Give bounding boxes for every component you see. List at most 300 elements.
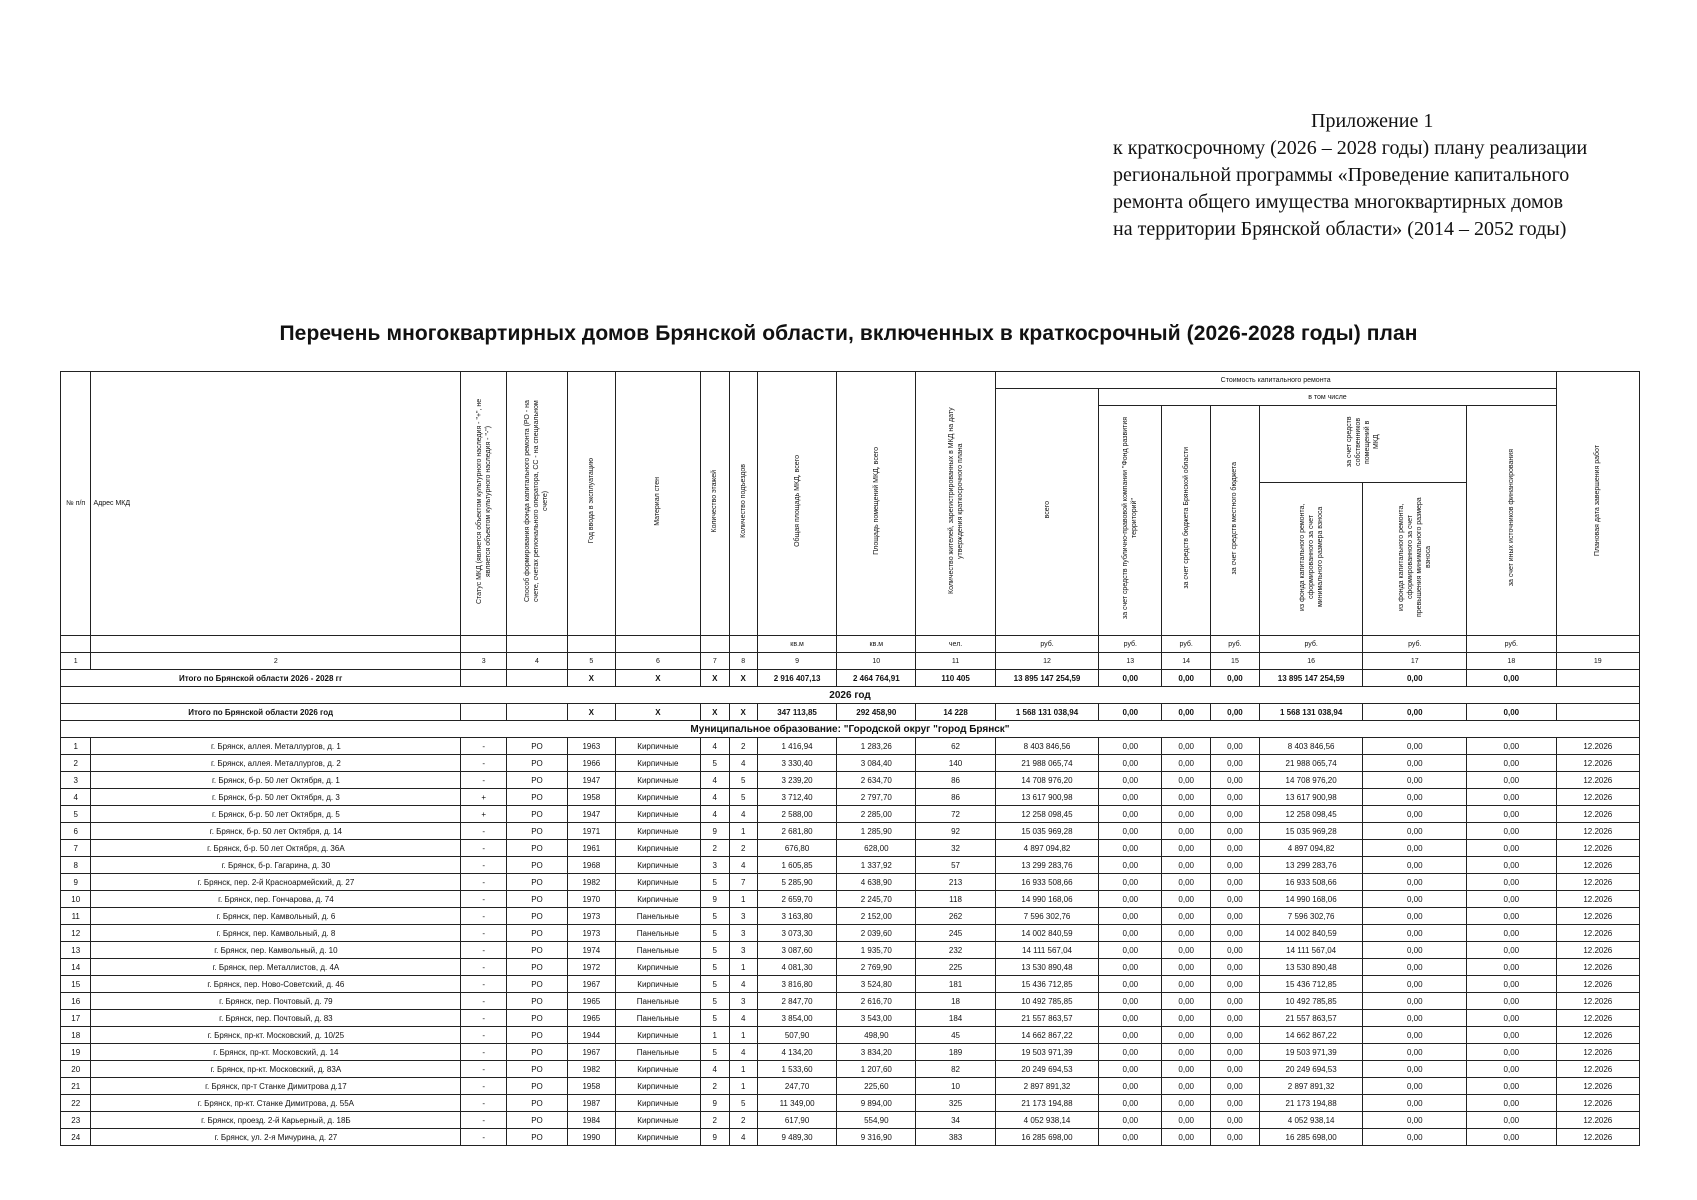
table-cell: 2 634,70 [837,772,916,789]
table-cell: 0,00 [1099,942,1162,959]
table-cell: 15 035 969,28 [995,823,1099,840]
total-cell: X [729,670,757,687]
table-cell: РО [507,1027,568,1044]
table-cell: 11 [61,908,91,925]
table-cell: Кирпичные [615,959,700,976]
table-cell: 0,00 [1162,1044,1211,1061]
table-cell: 82 [916,1061,995,1078]
appendix-line: ремонта общего имущества многоквартирных домов [1113,191,1564,213]
table-cell: 1 605,85 [757,857,836,874]
table-cell: 1965 [567,1010,615,1027]
table-cell: - [461,840,507,857]
total-cell [461,704,507,721]
total-cell: X [615,704,700,721]
table-cell: 14 662 867,22 [1259,1027,1363,1044]
table-cell: 0,00 [1162,738,1211,755]
table-cell: 1 337,92 [837,857,916,874]
table-cell: РО [507,1078,568,1095]
table-cell: 1990 [567,1129,615,1146]
total-cell: 292 458,90 [837,704,916,721]
table-cell: 2 659,70 [757,891,836,908]
total-cell: 2 916 407,13 [757,670,836,687]
column-number-cell: 5 [567,653,615,670]
houses-table [60,371,1640,1146]
table-cell: 4 [729,1044,757,1061]
table-cell: 0,00 [1363,840,1467,857]
column-number-cell: 15 [1211,653,1260,670]
table-cell: 16 933 508,66 [1259,874,1363,891]
table-cell: 5 [729,1095,757,1112]
table-cell: 0,00 [1162,976,1211,993]
table-cell: 262 [916,908,995,925]
table-cell: - [461,959,507,976]
table-cell: РО [507,1010,568,1027]
table-cell: 507,90 [757,1027,836,1044]
table-cell: 5 [701,1044,729,1061]
table-cell: Кирпичные [615,806,700,823]
column-number-cell: 13 [1099,653,1162,670]
total-cell: X [615,670,700,687]
table-cell: 181 [916,976,995,993]
table-cell: 1967 [567,976,615,993]
table-cell: Кирпичные [615,1061,700,1078]
total-cell: 110 405 [916,670,995,687]
table-cell: 14 990 168,06 [1259,891,1363,908]
table-cell: 5 [61,806,91,823]
table-cell: 0,00 [1099,1095,1162,1112]
header-incl: в том числе [1099,389,1556,406]
table-cell: 12.2026 [1556,1010,1639,1027]
table-cell: 5 [701,993,729,1010]
table-cell: 2 [701,1112,729,1129]
total-cell: 0,00 [1363,670,1467,687]
table-cell: 3 543,00 [837,1010,916,1027]
table-cell: 5 285,90 [757,874,836,891]
table-cell: 0,00 [1467,942,1557,959]
table-cell: 21 557 863,57 [995,1010,1099,1027]
table-cell: 72 [916,806,995,823]
table-cell: 0,00 [1099,789,1162,806]
table-cell: 0,00 [1211,925,1260,942]
table-cell: 3 712,40 [757,789,836,806]
address-cell: г. Брянск, пер. Металлистов, д. 4А [91,959,461,976]
table-cell: 12.2026 [1556,874,1639,891]
table-cell: 0,00 [1363,959,1467,976]
table-cell: 0,00 [1467,857,1557,874]
table-cell: 0,00 [1162,789,1211,806]
table-cell: 2 [701,840,729,857]
table-cell: 3 [61,772,91,789]
table-cell: 0,00 [1162,891,1211,908]
table-cell: Панельные [615,1010,700,1027]
table-row [61,857,1640,874]
table-cell: 3 834,20 [837,1044,916,1061]
table-row [61,891,1640,908]
table-cell: - [461,1027,507,1044]
table-cell: 0,00 [1099,1027,1162,1044]
table-cell: 18 [61,1027,91,1044]
table-cell: РО [507,959,568,976]
table-cell: 1963 [567,738,615,755]
table-cell: 2 847,70 [757,993,836,1010]
total-cell: 0,00 [1211,704,1260,721]
table-cell: 20 249 694,53 [1259,1061,1363,1078]
header-entrances: Количество подъездов [729,372,757,636]
table-cell: 24 [61,1129,91,1146]
address-cell: г. Брянск, пер. Камвольный, д. 6 [91,908,461,925]
table-cell: 16 [61,993,91,1010]
total-cell: 1 568 131 038,94 [1259,704,1363,721]
table-row [61,1061,1640,1078]
header-floors: Количество этажей [701,372,729,636]
table-cell: 0,00 [1099,1044,1162,1061]
table-cell: Кирпичные [615,1095,700,1112]
table-cell: 3 [729,908,757,925]
table-cell: - [461,976,507,993]
table-cell: 1982 [567,1061,615,1078]
table-cell: 0,00 [1211,789,1260,806]
column-number-cell: 4 [507,653,568,670]
table-cell: 13 617 900,98 [1259,789,1363,806]
table-cell: 554,90 [837,1112,916,1129]
table-cell: 0,00 [1211,857,1260,874]
table-row [61,789,1640,806]
table-cell: 0,00 [1211,755,1260,772]
table-cell: 9 489,30 [757,1129,836,1146]
unit-cell: кв.м [837,636,916,653]
table-cell: Кирпичные [615,891,700,908]
unit-cell: кв.м [757,636,836,653]
table-cell: 9 [701,891,729,908]
table-cell: 12.2026 [1556,976,1639,993]
appendix-block [1113,108,1673,243]
table-cell: Кирпичные [615,976,700,993]
header-fund-method: Способ формирования фонда капитального ремонта (РО - на счете, счетах регионального оператора, СС - на специальном счете) [507,372,568,636]
table-cell: 1973 [567,908,615,925]
table-cell: 2 285,00 [837,806,916,823]
table-cell: 0,00 [1162,1027,1211,1044]
table-cell: РО [507,891,568,908]
table-cell: - [461,1044,507,1061]
table-cell: 13 617 900,98 [995,789,1099,806]
table-row [61,772,1640,789]
table-cell: 0,00 [1467,959,1557,976]
table-body [61,653,1640,1146]
table-cell: 2 [729,840,757,857]
table-cell: Кирпичные [615,789,700,806]
table-cell: 0,00 [1099,959,1162,976]
table-cell: 0,00 [1162,1061,1211,1078]
column-number-cell: 8 [729,653,757,670]
table-cell: 0,00 [1162,959,1211,976]
header-fund-company: за счет средств публично-правовой компании "Фонд развития территорий" [1099,406,1162,636]
table-cell: 232 [916,942,995,959]
table-cell: + [461,806,507,823]
table-cell: 10 492 785,85 [995,993,1099,1010]
address-cell: г. Брянск, пр-кт. Московский, д. 83А [91,1061,461,1078]
table-cell: 5 [701,976,729,993]
table-cell: 0,00 [1467,925,1557,942]
table-cell: 0,00 [1099,1061,1162,1078]
table-cell: 14 111 567,04 [995,942,1099,959]
table-cell: 15 436 712,85 [995,976,1099,993]
total-cell: 0,00 [1162,704,1211,721]
table-cell: 9 [61,874,91,891]
table-cell: 617,90 [757,1112,836,1129]
table-cell: 2 245,70 [837,891,916,908]
total-cell: 1 568 131 038,94 [995,704,1099,721]
table-cell: - [461,1129,507,1146]
table-cell: - [461,738,507,755]
table-cell: 0,00 [1099,874,1162,891]
address-cell: г. Брянск, б-р. 50 лет Октября, д. 3 [91,789,461,806]
table-cell: 13 299 283,76 [995,857,1099,874]
table-cell: 0,00 [1099,993,1162,1010]
table-cell: 4 897 094,82 [995,840,1099,857]
header-material: Материал стен [615,372,700,636]
total-cell: X [567,704,615,721]
table-cell: 12.2026 [1556,823,1639,840]
column-number-cell: 18 [1467,653,1557,670]
total-cell [507,670,568,687]
table-cell: 0,00 [1162,1010,1211,1027]
table-cell: 0,00 [1099,1010,1162,1027]
table-cell: 2 681,80 [757,823,836,840]
table-cell: 4 [61,789,91,806]
table-cell: - [461,755,507,772]
table-cell: Панельные [615,993,700,1010]
table-cell: 0,00 [1162,993,1211,1010]
table-cell: 3 [729,993,757,1010]
table-cell: 0,00 [1467,1027,1557,1044]
table-cell: 0,00 [1363,1095,1467,1112]
table-cell: Кирпичные [615,857,700,874]
address-cell: г. Брянск, б-р. Гагарина, д. 30 [91,857,461,874]
table-cell: 15 035 969,28 [1259,823,1363,840]
address-cell: г. Брянск, пер. Ново-Советский, д. 46 [91,976,461,993]
table-cell: 5 [701,908,729,925]
table-cell: 15 436 712,85 [1259,976,1363,993]
table-cell: 0,00 [1099,823,1162,840]
table-cell: РО [507,840,568,857]
table-cell: 6 [61,823,91,840]
header-total-area: Общая площадь МКД, всего [757,372,836,636]
table-cell: 86 [916,789,995,806]
total-cell: 13 895 147 254,59 [995,670,1099,687]
table-cell: 1 [729,823,757,840]
header-cost-group: Стоимость капитального ремонта [995,372,1556,389]
table-cell: 16 285 698,00 [995,1129,1099,1146]
table-cell: 0,00 [1099,857,1162,874]
table-cell: 0,00 [1211,1027,1260,1044]
table-cell: 0,00 [1363,1112,1467,1129]
table-cell: 0,00 [1363,925,1467,942]
table-cell: 12.2026 [1556,772,1639,789]
table-cell: 21 988 065,74 [995,755,1099,772]
table-cell: 1947 [567,806,615,823]
table-cell: 1 [729,1027,757,1044]
table-cell: - [461,772,507,789]
table-cell: 3 524,80 [837,976,916,993]
table-row [61,738,1640,755]
table-cell: 13 530 890,48 [1259,959,1363,976]
units-row [61,636,1640,653]
table-cell: РО [507,1095,568,1112]
table-cell: Кирпичные [615,823,700,840]
table-cell: 1987 [567,1095,615,1112]
table-cell: 0,00 [1467,823,1557,840]
table-cell: 0,00 [1211,874,1260,891]
total-label: Итого по Брянской области 2026 год [61,704,461,721]
table-cell: 1966 [567,755,615,772]
table-row [61,942,1640,959]
table-cell: 14 002 840,59 [995,925,1099,942]
table-cell: 1944 [567,1027,615,1044]
table-cell: 0,00 [1211,908,1260,925]
table-cell: 0,00 [1162,823,1211,840]
total-cell: 0,00 [1467,704,1557,721]
unit-cell: руб. [1467,636,1557,653]
table-cell: 12.2026 [1556,891,1639,908]
table-cell: Кирпичные [615,1129,700,1146]
table-cell: 1 [729,891,757,908]
table-cell: 0,00 [1099,738,1162,755]
table-cell: 0,00 [1099,1129,1162,1146]
table-cell: 1 935,70 [837,942,916,959]
table-cell: - [461,857,507,874]
table-cell: 21 988 065,74 [1259,755,1363,772]
table-cell: 0,00 [1162,1095,1211,1112]
table-cell: 0,00 [1363,857,1467,874]
unit-cell: руб. [1211,636,1260,653]
table-cell: 12.2026 [1556,1044,1639,1061]
table-cell: + [461,789,507,806]
table-cell: 0,00 [1467,1112,1557,1129]
total-cell: 0,00 [1099,670,1162,687]
table-cell: 16 933 508,66 [995,874,1099,891]
table-cell: Кирпичные [615,1027,700,1044]
table-cell: 4 [701,806,729,823]
table-cell: 18 [916,993,995,1010]
column-number-cell: 11 [916,653,995,670]
table-cell: 2 797,70 [837,789,916,806]
header-year: Год ввода в эксплуатацию [567,372,615,636]
table-cell: 2 152,00 [837,908,916,925]
table-cell: 12.2026 [1556,789,1639,806]
total-cell: X [729,704,757,721]
table-cell: 1 [701,1027,729,1044]
table-cell: Кирпичные [615,772,700,789]
table-cell: 628,00 [837,840,916,857]
table-cell: - [461,1010,507,1027]
table-cell: 0,00 [1467,755,1557,772]
table-row [61,959,1640,976]
table-cell: 14 [61,959,91,976]
table-cell: 0,00 [1211,1129,1260,1146]
table-row [61,755,1640,772]
total-all-row [61,670,1640,687]
address-cell: г. Брянск, пер. Гончарова, д. 74 [91,891,461,908]
table-cell: РО [507,874,568,891]
table-cell: 8 [61,857,91,874]
table-cell: 0,00 [1363,1129,1467,1146]
table-cell: 4 [729,755,757,772]
total-2026-row [61,704,1640,721]
address-cell: г. Брянск, пер. Камвольный, д. 8 [91,925,461,942]
table-cell: 62 [916,738,995,755]
table-cell: 0,00 [1363,1078,1467,1095]
table-cell: 3 084,40 [837,755,916,772]
table-cell: 7 [729,874,757,891]
table-cell: 1958 [567,789,615,806]
column-number-cell: 2 [91,653,461,670]
table-cell: 12.2026 [1556,1112,1639,1129]
table-cell: Панельные [615,908,700,925]
table-cell: 0,00 [1211,942,1260,959]
table-cell: 14 708 976,20 [1259,772,1363,789]
total-cell [461,670,507,687]
table-cell: 3 854,00 [757,1010,836,1027]
table-cell: 213 [916,874,995,891]
table-cell: - [461,874,507,891]
column-number-cell: 7 [701,653,729,670]
appendix-title: Приложение 1 [1311,110,1434,132]
table-cell: РО [507,789,568,806]
table-cell: 14 002 840,59 [1259,925,1363,942]
address-cell: г. Брянск, проезд. 2-й Карьерный, д. 18Б [91,1112,461,1129]
unit-cell: руб. [1259,636,1363,653]
table-cell: Кирпичные [615,874,700,891]
table-cell: 0,00 [1211,738,1260,755]
table-cell: 12.2026 [1556,840,1639,857]
table-cell: 86 [916,772,995,789]
table-cell: 12.2026 [1556,942,1639,959]
total-cell: 347 113,85 [757,704,836,721]
table-cell: 0,00 [1211,993,1260,1010]
table-cell: 3 [729,925,757,942]
table-cell: 1 [729,1078,757,1095]
table-cell: 0,00 [1467,874,1557,891]
table-cell: - [461,1095,507,1112]
table-cell: 0,00 [1162,772,1211,789]
table-row [61,823,1640,840]
table-cell: РО [507,806,568,823]
table-cell: 0,00 [1099,1112,1162,1129]
table-cell: РО [507,908,568,925]
table-cell: 0,00 [1363,874,1467,891]
address-cell: г. Брянск, б-р. 50 лет Октября, д. 14 [91,823,461,840]
table-cell: РО [507,857,568,874]
total-cell: 13 895 147 254,59 [1259,670,1363,687]
table-cell: 4 [701,772,729,789]
table-cell: 1967 [567,1044,615,1061]
header-status: Статус МКД (является объектом культурного наследия - "+", не является объектом культурного наследия - "-") [461,372,507,636]
column-number-cell: 3 [461,653,507,670]
table-cell: 184 [916,1010,995,1027]
table-cell: 0,00 [1211,891,1260,908]
table-row [61,806,1640,823]
table-cell: 21 [61,1078,91,1095]
table-cell: 0,00 [1363,1027,1467,1044]
table-cell: 14 111 567,04 [1259,942,1363,959]
table-cell: Кирпичные [615,1078,700,1095]
table-cell: 325 [916,1095,995,1112]
table-cell: Панельные [615,1044,700,1061]
header-address: Адрес МКД [91,372,461,636]
table-cell: 3 087,60 [757,942,836,959]
header-num: № п/п [61,372,91,636]
table-cell: 12.2026 [1556,959,1639,976]
